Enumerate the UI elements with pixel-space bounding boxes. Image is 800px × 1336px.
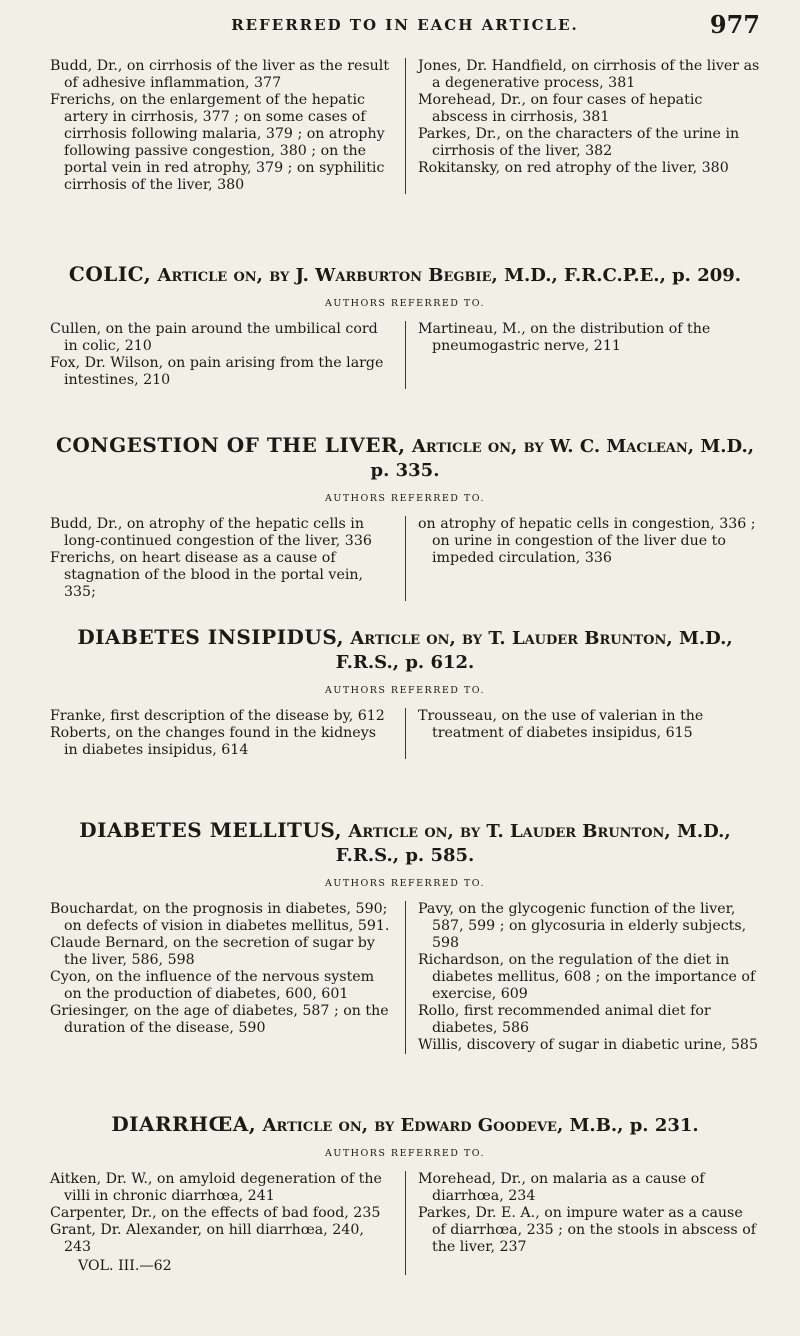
section-diabetes-mellitus [50, 818, 760, 1054]
section-subject: CONGESTION OF THE LIVER, [55, 433, 406, 457]
authors-label: AUTHORS REFERRED TO. [324, 298, 486, 309]
section-byline: Article on, by Edward Goodeve, [262, 1115, 564, 1136]
left-column [50, 708, 405, 759]
index-entry: Roberts, on the changes found in the kidneys in diabetes insipidus, 614 [50, 725, 377, 758]
index-entry: on atrophy of hepatic cells in congestion, 336 ; on urine in congestion of the liver due to impeded circulation, 336 [418, 516, 756, 566]
cirrhosis-continued [50, 58, 760, 194]
right-column [405, 516, 760, 601]
index-entry: Trousseau, on the use of valerian in the treatment of diabetes insipidus, 615 [418, 708, 704, 741]
section-subject: COLIC, [68, 262, 152, 286]
section-heading [50, 262, 760, 288]
index-entry: Bouchardat, on the prognosis in diabetes, 590; on defects of vision in diabetes mellitus, 591. [50, 901, 390, 934]
left-column [50, 58, 405, 194]
index-entry: Grant, Dr. Alexander, on hill diarrhœa, 240, 243 [50, 1222, 364, 1255]
right-column [405, 58, 760, 194]
running-title: REFERRED TO IN EACH ARTICLE. [231, 16, 579, 34]
index-entry: Parkes, Dr., on the characters of the urine in cirrhosis of the liver, 382 [418, 126, 740, 159]
section-subject: DIARRHŒA, [111, 1112, 257, 1136]
authors-label: AUTHORS REFERRED TO. [324, 878, 486, 889]
section-subject: DIABETES INSIPIDUS, [77, 625, 345, 649]
index-entry: Griesinger, on the age of diabetes, 587 ; on the duration of the disease, 590 [50, 1003, 389, 1036]
section-credentials: M.D., F.R.C.P.E., p. 209. [504, 265, 742, 286]
index-entry: Budd, Dr., on atrophy of the hepatic cells in long-continued congestion of the liver, 336 [50, 516, 372, 549]
index-entry: Rokitansky, on red atrophy of the liver, 380 [418, 160, 729, 176]
section-heading [50, 625, 760, 675]
index-entry: Cullen, on the pain around the umbilical cord in colic, 210 [50, 321, 378, 354]
index-entry: Morehead, Dr., on four cases of hepatic abscess in cirrhosis, 381 [418, 92, 703, 125]
section-subject: DIABETES MELLITUS, [79, 818, 343, 842]
section-credentials: M.D., F.R.S., p. 612. [335, 628, 733, 673]
left-column [50, 901, 405, 1054]
authors-label: AUTHORS REFERRED TO. [324, 1148, 486, 1159]
index-entry: Rollo, first recommended animal diet for diabetes, 586 [418, 1003, 711, 1036]
section-byline: Article on, by J. Warburton Begbie, [157, 265, 498, 286]
two-column-list [50, 516, 760, 601]
right-column [405, 708, 760, 759]
two-column-list [50, 58, 760, 194]
page-number: 977 [709, 10, 760, 39]
index-entry: Willis, discovery of sugar in diabetic urine, 585 [418, 1037, 758, 1053]
left-column [50, 321, 405, 389]
volume-signature: VOL. III.—62 [78, 1258, 172, 1274]
section-congestion-of-the-liver [50, 433, 760, 601]
two-column-list [50, 321, 760, 389]
index-entry: Jones, Dr. Handfield, on cirrhosis of the liver as a degenerative process, 381 [418, 58, 760, 91]
index-entry: Budd, Dr., on cirrhosis of the liver as the result of adhesive inflammation, 377 [50, 58, 390, 91]
index-entry: Franke, first description of the disease by, 612 [50, 708, 385, 724]
section-heading [50, 433, 760, 483]
section-byline: Article on, by T. Lauder Brunton, [348, 821, 671, 842]
section-heading [50, 818, 760, 868]
section-diabetes-insipidus [50, 625, 760, 759]
running-head [50, 8, 760, 48]
index-entry: Pavy, on the glycogenic function of the liver, 587, 599 ; on glycosuria in elderly subjects, 598 [418, 901, 747, 951]
two-column-list [50, 901, 760, 1054]
section-colic [50, 262, 760, 389]
index-entry: Frerichs, on heart disease as a cause of stagnation of the blood in the portal vein, 335; [50, 550, 364, 600]
index-entry: Parkes, Dr. E. A., on impure water as a cause of diarrhœa, 235 ; on the stools in abscess of the liver, 237 [418, 1205, 757, 1255]
index-entry: Aitken, Dr. W., on amyloid degeneration of the villi in chronic diarrhœa, 241 [50, 1171, 382, 1204]
section-credentials: M.D., p. 335. [370, 436, 755, 481]
left-column [50, 516, 405, 601]
index-entry: Cyon, on the influence of the nervous system on the production of diabetes, 600, 601 [50, 969, 375, 1002]
index-entry: Frerichs, on the enlargement of the hepatic artery in cirrhosis, 377 ; on some cases of cirrhosis following malaria, 379 ; on atrophy following passive congestion, 380 ; on the portal vein in red atrophy, 379 ; on syphilitic cirrhosis of the liver, 380 [50, 92, 385, 193]
section-credentials: M.D., F.R.S., p. 585. [335, 821, 731, 866]
right-column [405, 1171, 760, 1275]
index-entry: Fox, Dr. Wilson, on pain arising from the large intestines, 210 [50, 355, 384, 388]
index-entry: Claude Bernard, on the secretion of sugar by the liver, 586, 598 [50, 935, 375, 968]
index-entry: Morehead, Dr., on malaria as a cause of diarrhœa, 234 [418, 1171, 705, 1204]
authors-label: AUTHORS REFERRED TO. [324, 685, 486, 696]
index-entry: Richardson, on the regulation of the diet in diabetes mellitus, 608 ; on the importance of exercise, 609 [418, 952, 756, 1002]
right-column [405, 321, 760, 389]
section-credentials: M.B., p. 231. [569, 1115, 699, 1136]
authors-label: AUTHORS REFERRED TO. [324, 493, 486, 504]
right-column [405, 901, 760, 1054]
two-column-list [50, 708, 760, 759]
section-byline: Article on, by W. C. Maclean, [411, 436, 695, 457]
section-diarrhoea [50, 1112, 760, 1275]
left-column [50, 1171, 405, 1275]
index-entry: Martineau, M., on the distribution of the pneumogastric nerve, 211 [418, 321, 711, 354]
section-byline: Article on, by T. Lauder Brunton, [350, 628, 673, 649]
index-entry: Carpenter, Dr., on the effects of bad food, 235 [50, 1205, 381, 1221]
section-heading [50, 1112, 760, 1138]
two-column-list [50, 1171, 760, 1275]
